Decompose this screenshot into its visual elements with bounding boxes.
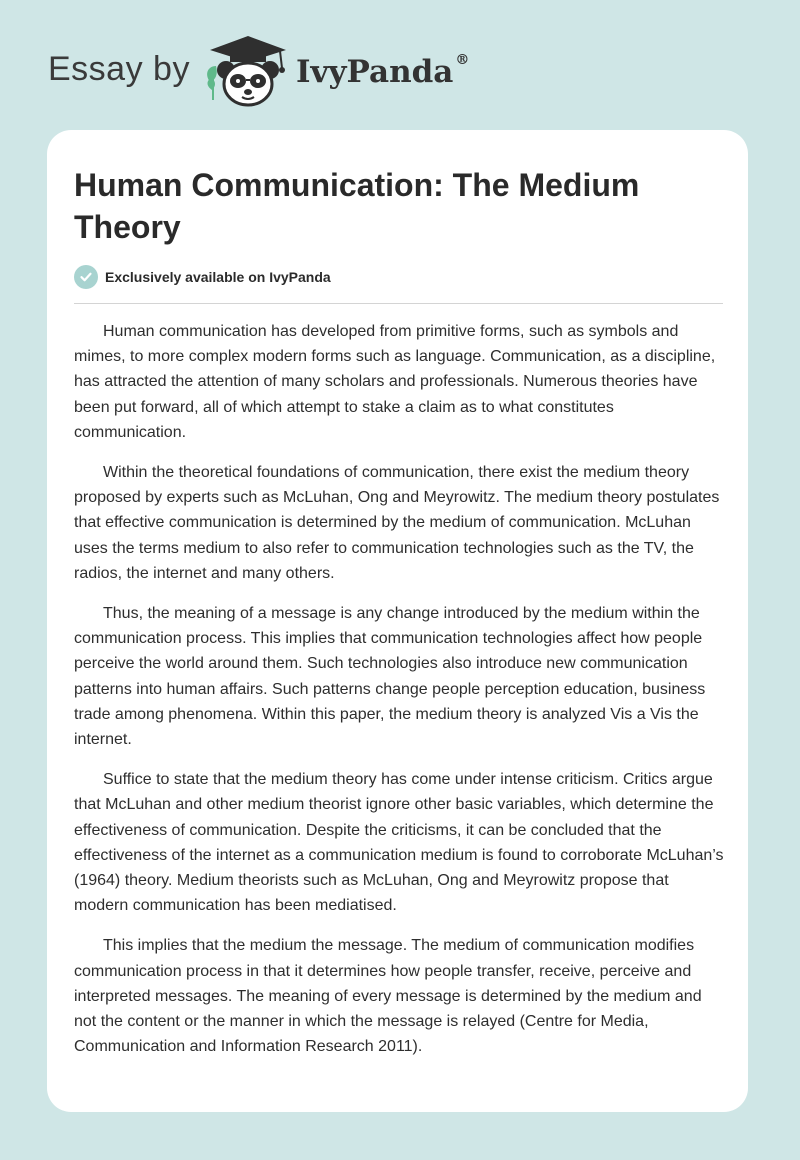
exclusive-badge-label: Exclusively available on IvyPanda <box>105 269 331 285</box>
brand-label: IvyPanda <box>296 54 454 90</box>
essay-title: Human Communication: The Medium Theory <box>74 167 640 245</box>
panda-graduate-icon[interactable] <box>200 30 296 110</box>
paragraph: This implies that the medium the message. The medium of communication modifies communication process in that it determines how people transfer, receive, perceive and interpreted messages. The meaning of every message is determined by the medium and not the content or the manner in which the message is relayed (Centre for Media, Communication and Information Research 2011). <box>74 937 702 1056</box>
paragraph: Human communication has developed from primitive forms, such as symbols and mimes, to more complex modern forms such as language. Communication, as a discipline, has attracted the attention of many scholars and professionals. Numerous theories have been put forward, all of which attempt to stake a claim as to what constitutes communication. <box>74 323 716 441</box>
essay-body <box>74 319 724 1074</box>
essay-by-label: Essay by <box>48 50 190 88</box>
site-header <box>48 30 548 110</box>
registered-mark: ® <box>455 52 470 68</box>
check-circle-icon <box>74 265 98 289</box>
paragraph: Within the theoretical foundations of communication, there exist the medium theory proposed by experts such as McLuhan, Ong and Meyrowitz. The medium theory postulates that effective communication is determined by the medium of communication. McLuhan uses the terms medium to also refer to communication technologies such as the TV, the radios, the internet and many others. <box>74 464 720 582</box>
essay-card <box>47 130 748 1112</box>
paragraph: Suffice to state that the medium theory has come under intense criticism. Critics argue that McLuhan and other medium theorist ignore other basic variables, which determine the effectiveness of communication. Despite the criticisms, it can be concluded that the effectiveness of the internet as a communication medium is found to corroborate McLuhan’s (1964) theory. Medium theorists such as McLuhan, Ong and Meyrowitz propose that modern communication has been mediatised. <box>74 771 724 915</box>
paragraph: Thus, the meaning of a message is any change introduced by the medium within the communication process. This implies that communication technologies affect how people perceive the world around them. Such technologies also introduce new communication patterns into human affairs. Such patterns change people perception education, business trade among phenomena. Within this paper, the medium theory is analyzed Vis a Vis the internet. <box>74 605 706 749</box>
brand-name[interactable] <box>296 54 469 90</box>
exclusive-badge <box>74 264 331 290</box>
title-divider <box>74 303 723 304</box>
